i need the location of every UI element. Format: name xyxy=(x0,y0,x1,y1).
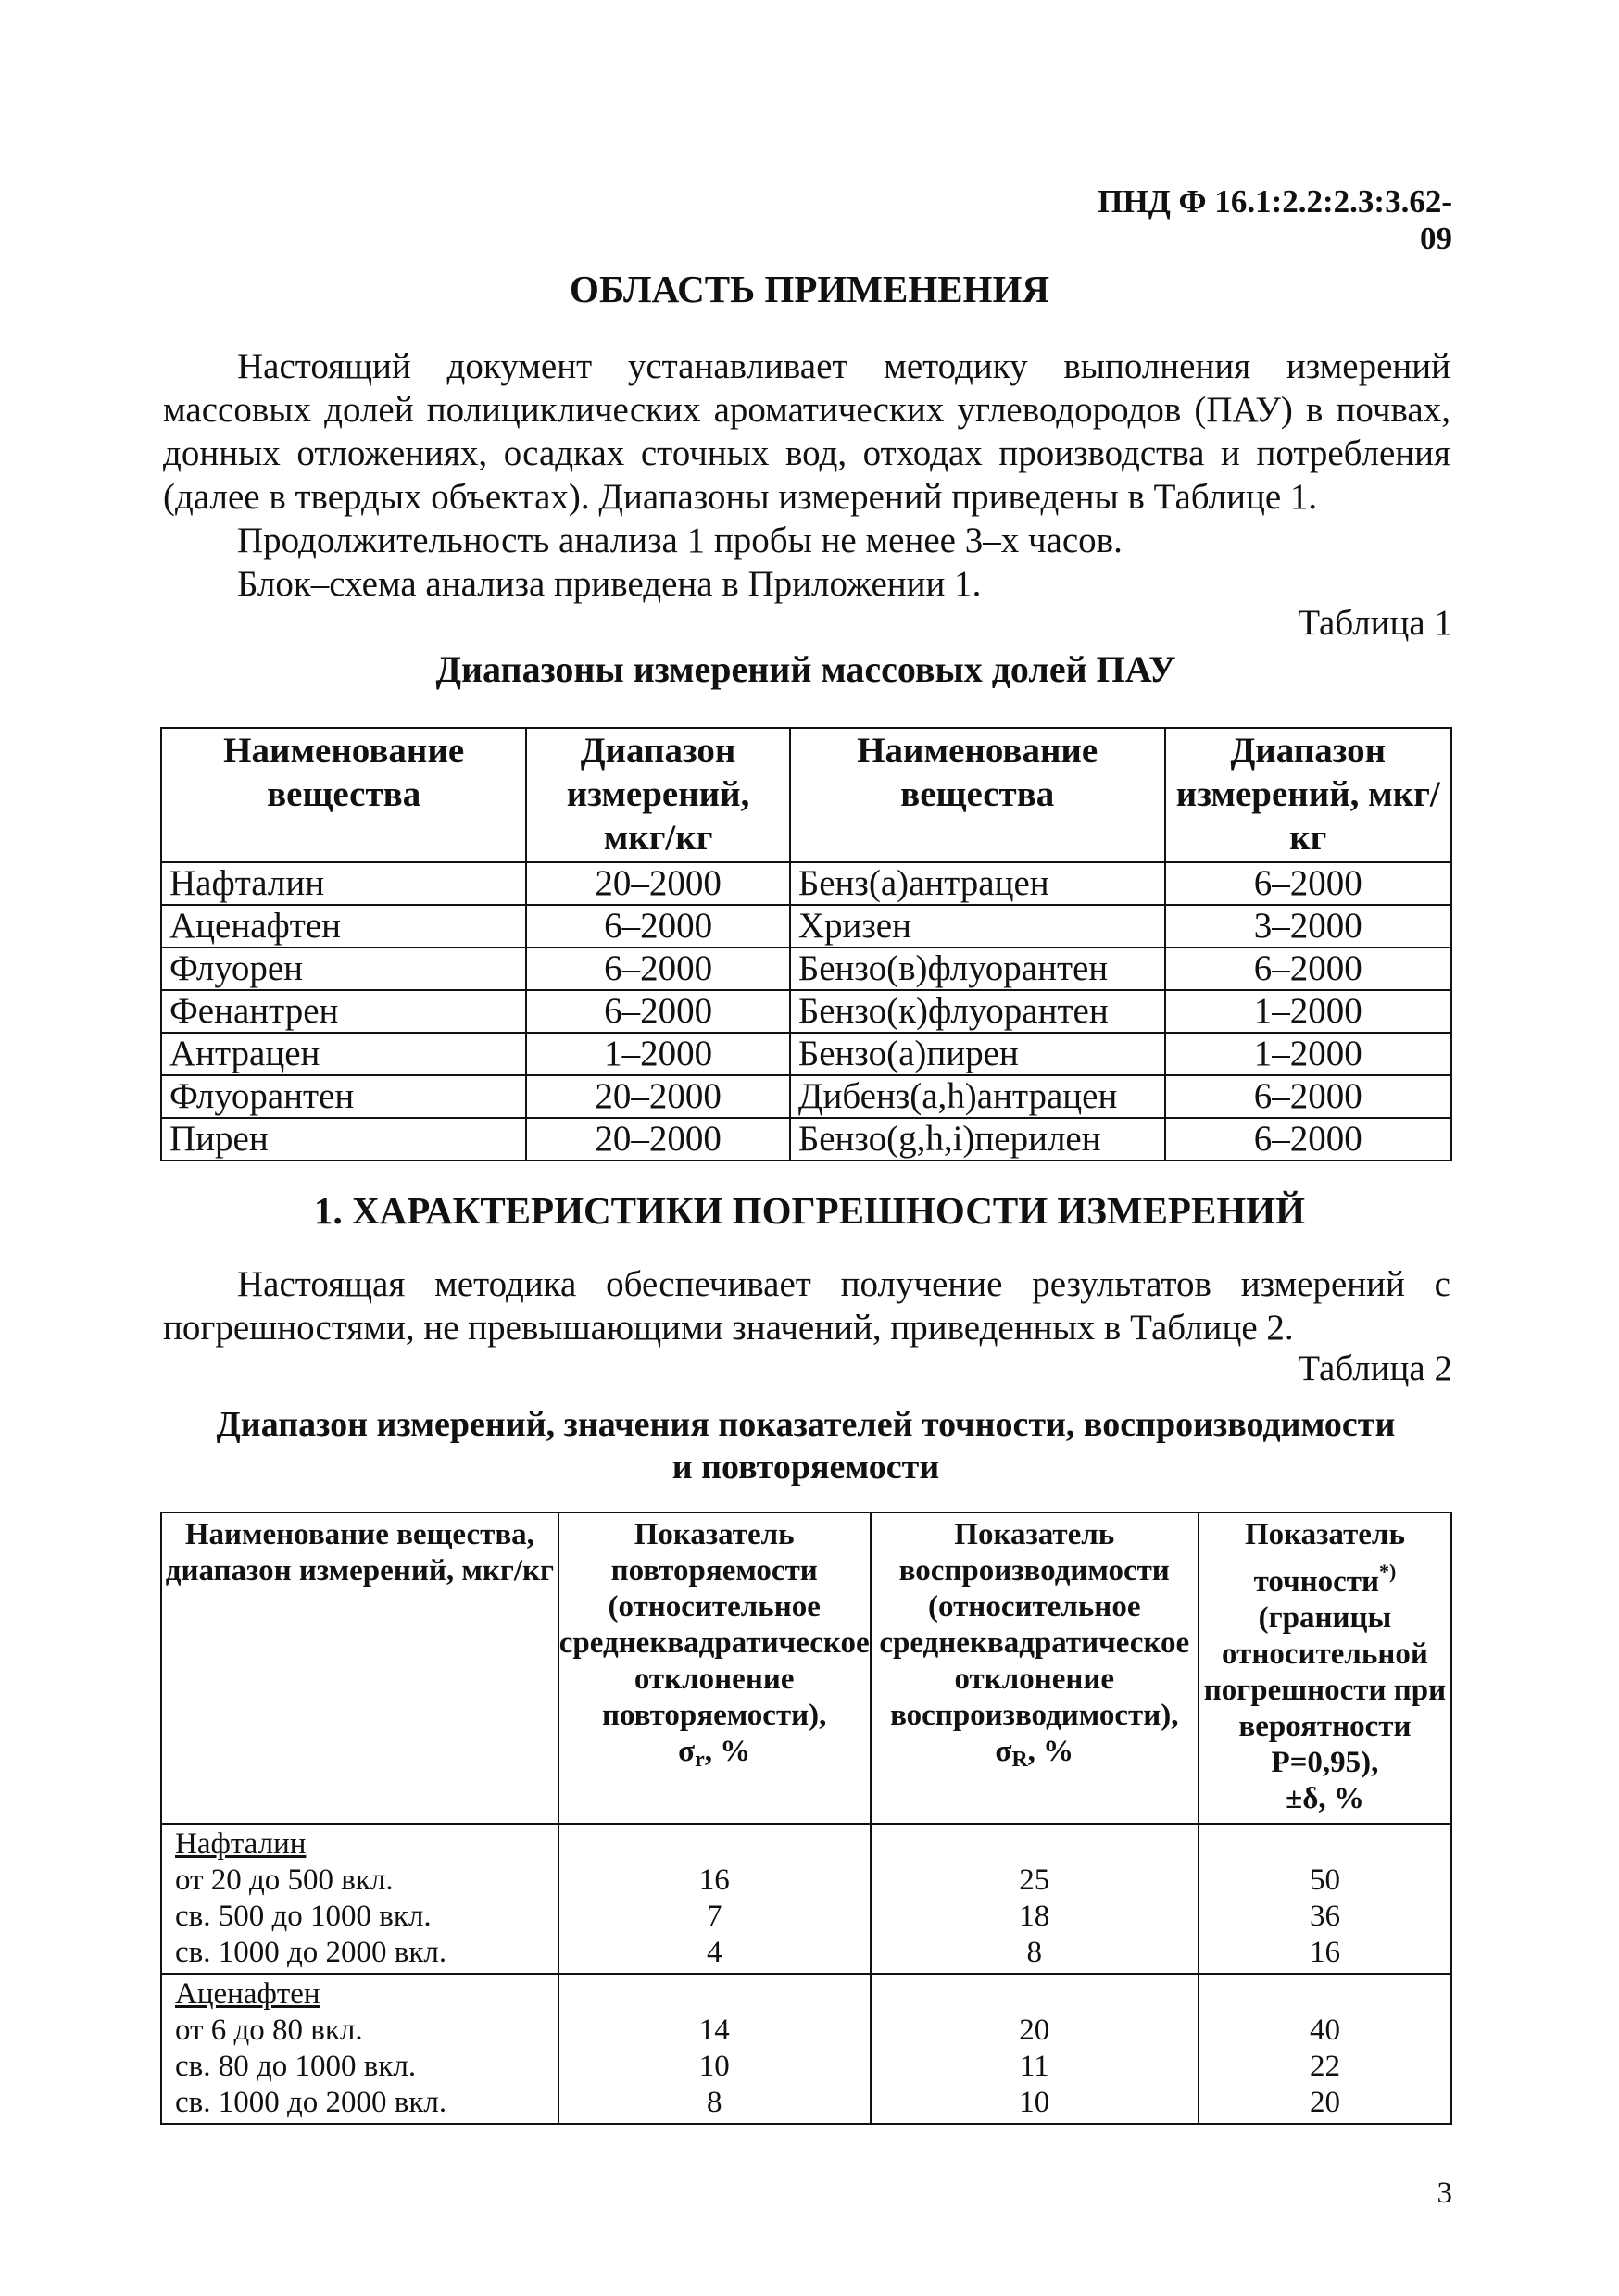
table-row xyxy=(161,1118,1451,1161)
table-header-row xyxy=(161,1512,1451,1824)
substance-name: Бенз(а)антрацен xyxy=(790,862,1165,905)
section1-text xyxy=(163,1262,1450,1349)
accuracy-value: 20 xyxy=(1309,2086,1340,2119)
repeatability-symbol: σ xyxy=(678,1735,696,1768)
range-value: 6–2000 xyxy=(1165,1118,1451,1161)
table-row xyxy=(161,905,1451,947)
reproducibility-unit: , % xyxy=(1027,1735,1074,1768)
table1-caption: Диапазоны измерений массовых долей ПАУ xyxy=(435,648,1176,690)
page-number: 3 xyxy=(1437,2177,1452,2210)
repeatability-values xyxy=(558,1824,871,1974)
reproducibility-value: 11 xyxy=(1019,2050,1049,2083)
substance-name: Дибенз(a,h)антрацен xyxy=(790,1075,1165,1118)
table2-caption xyxy=(139,1403,1473,1488)
accuracy-value: 22 xyxy=(1309,2050,1340,2083)
substance-name: Флуорантен xyxy=(161,1075,526,1118)
group-ranges xyxy=(161,1974,558,2124)
section1-title: 1. ХАРАКТЕРИСТИКИ ПОГРЕШНОСТИ ИЗМЕРЕНИЙ xyxy=(313,1189,1305,1232)
header-substance-range: Наименование вещества, диапазон измерений, мкг/кг xyxy=(161,1512,558,1824)
scope-paragraph-2: Продолжительность анализа 1 пробы не менее 3–х часов. xyxy=(237,521,1123,560)
table-row xyxy=(161,947,1451,990)
substance-name: Флуорен xyxy=(161,947,526,990)
range-value: 6–2000 xyxy=(1165,1075,1451,1118)
group-substance-name: Аценафтен xyxy=(175,1977,320,2011)
repeatability-values xyxy=(558,1974,871,2124)
repeatability-value: 7 xyxy=(706,1900,722,1933)
reproducibility-value: 25 xyxy=(1019,1863,1050,1897)
table-row xyxy=(161,1075,1451,1118)
scope-text xyxy=(163,345,1450,606)
range-value: 1–2000 xyxy=(1165,990,1451,1033)
range-label: от 6 до 80 вкл. xyxy=(175,2014,363,2047)
reproducibility-values xyxy=(871,1824,1199,1974)
reproducibility-subscript: R xyxy=(1011,1748,1028,1772)
substance-name: Бензо(к)флуорантен xyxy=(790,990,1165,1033)
accuracy-value: 36 xyxy=(1309,1900,1340,1933)
accuracy-footnote-mark: *) xyxy=(1379,1560,1397,1583)
substance-name: Бензо(g,h,i)перилен xyxy=(790,1118,1165,1161)
repeatability-value: 14 xyxy=(698,2014,730,2047)
accuracy-symbol: ±δ, % xyxy=(1286,1782,1364,1815)
measurement-ranges-table xyxy=(160,727,1452,1161)
table-group-row xyxy=(161,1824,1451,1974)
table-row xyxy=(161,990,1451,1033)
table-header-row xyxy=(161,728,1451,862)
range-label: св. 1000 до 2000 вкл. xyxy=(175,1936,447,1969)
accuracy-value: 16 xyxy=(1309,1936,1340,1969)
table-row xyxy=(161,1033,1451,1075)
header-repeatability xyxy=(558,1512,871,1824)
repeatability-value: 8 xyxy=(706,2086,722,2119)
table2-label: Таблица 2 xyxy=(1298,1349,1452,1388)
repeatability-value: 4 xyxy=(706,1936,722,1969)
header-substance-2: Наименование вещества xyxy=(790,728,1165,862)
header-reproducibility xyxy=(871,1512,1199,1824)
header-repeatability-text: Показатель повторяемости (относительное среднеквадратическое отклонение повторяемости), xyxy=(558,1518,870,1732)
header-accuracy-rest: (границы относительной погрешности при вероятности Р=0,95), xyxy=(1203,1601,1447,1779)
range-value: 6–2000 xyxy=(526,905,790,947)
range-value: 6–2000 xyxy=(526,990,790,1033)
section1-paragraph: Настоящая методика обеспечивает получение результатов измерений с погрешностями, не превышающими значений, приведенных в Таблице 2. xyxy=(163,1264,1450,1348)
range-value: 3–2000 xyxy=(1165,905,1451,947)
substance-name: Нафталин xyxy=(161,862,526,905)
scope-title: ОБЛАСТЬ ПРИМЕНЕНИЯ xyxy=(570,268,1049,310)
repeatability-unit: , % xyxy=(704,1735,751,1768)
scope-paragraph-1: Настоящий документ устанавливает методику выполнения измерений массовых долей полициклических ароматических углеводородов (ПАУ) в почвах, донных отложениях, осадках сточных вод, отходах производства и потребления (далее в твердых объектах). Диапазоны измерений приведены в Таблице 1. xyxy=(163,346,1450,517)
range-label: от 20 до 500 вкл. xyxy=(175,1863,394,1897)
substance-name: Пирен xyxy=(161,1118,526,1161)
header-accuracy xyxy=(1199,1512,1451,1824)
document-code: ПНД Ф 16.1:2.2:2.3:3.62-09 xyxy=(1098,183,1452,257)
accuracy-value: 50 xyxy=(1309,1863,1340,1897)
substance-name: Аценафтен xyxy=(161,905,526,947)
reproducibility-value: 8 xyxy=(1026,1936,1042,1969)
range-value: 20–2000 xyxy=(526,1118,790,1161)
range-label: св. 1000 до 2000 вкл. xyxy=(175,2086,447,2119)
header-range-2: Диапазон измерений, мкг/кг xyxy=(1165,728,1451,862)
range-value: 1–2000 xyxy=(1165,1033,1451,1075)
table2-caption-line-1: Диапазон измерений, значения показателей точности, воспроизводимости xyxy=(216,1405,1396,1444)
header-accuracy-text: Показатель точности xyxy=(1244,1518,1405,1599)
range-value: 20–2000 xyxy=(526,862,790,905)
repeatability-value: 10 xyxy=(698,2050,730,2083)
substance-name: Фенантрен xyxy=(161,990,526,1033)
accuracy-values xyxy=(1199,1824,1451,1974)
reproducibility-value: 18 xyxy=(1019,1900,1050,1933)
repeatability-value: 16 xyxy=(698,1863,730,1897)
reproducibility-symbol: σ xyxy=(995,1735,1012,1768)
group-substance-name: Нафталин xyxy=(175,1827,307,1861)
accuracy-values xyxy=(1199,1974,1451,2124)
range-value: 1–2000 xyxy=(526,1033,790,1075)
table2-caption-line-2: и повторяемости xyxy=(671,1448,940,1487)
reproducibility-value: 20 xyxy=(1019,2014,1050,2047)
substance-name: Антрацен xyxy=(161,1033,526,1075)
reproducibility-value: 10 xyxy=(1019,2086,1050,2119)
scope-paragraph-3: Блок–схема анализа приведена в Приложении 1. xyxy=(237,564,982,604)
group-ranges xyxy=(161,1824,558,1974)
range-value: 6–2000 xyxy=(526,947,790,990)
reproducibility-values xyxy=(871,1974,1199,2124)
repeatability-subscript: r xyxy=(695,1748,705,1772)
header-substance-1: Наименование вещества xyxy=(161,728,526,862)
substance-name: Хризен xyxy=(790,905,1165,947)
table-row xyxy=(161,862,1451,905)
table-group-row xyxy=(161,1974,1451,2124)
table1-label: Таблица 1 xyxy=(1298,603,1452,643)
accuracy-value: 40 xyxy=(1309,2014,1340,2047)
header-range-1: Диапазон измерений, мкг/кг xyxy=(526,728,790,862)
header-reproducibility-text: Показатель воспроизводимости (относительное среднеквадратическое отклонение воспроизводимости), xyxy=(879,1518,1190,1732)
range-label: св. 500 до 1000 вкл. xyxy=(175,1900,432,1933)
substance-name: Бензо(в)флуорантен xyxy=(790,947,1165,990)
range-value: 6–2000 xyxy=(1165,947,1451,990)
range-value: 20–2000 xyxy=(526,1075,790,1118)
substance-name: Бензо(а)пирен xyxy=(790,1033,1165,1075)
range-label: св. 80 до 1000 вкл. xyxy=(175,2050,417,2083)
error-characteristics-table xyxy=(160,1512,1452,2125)
range-value: 6–2000 xyxy=(1165,862,1451,905)
